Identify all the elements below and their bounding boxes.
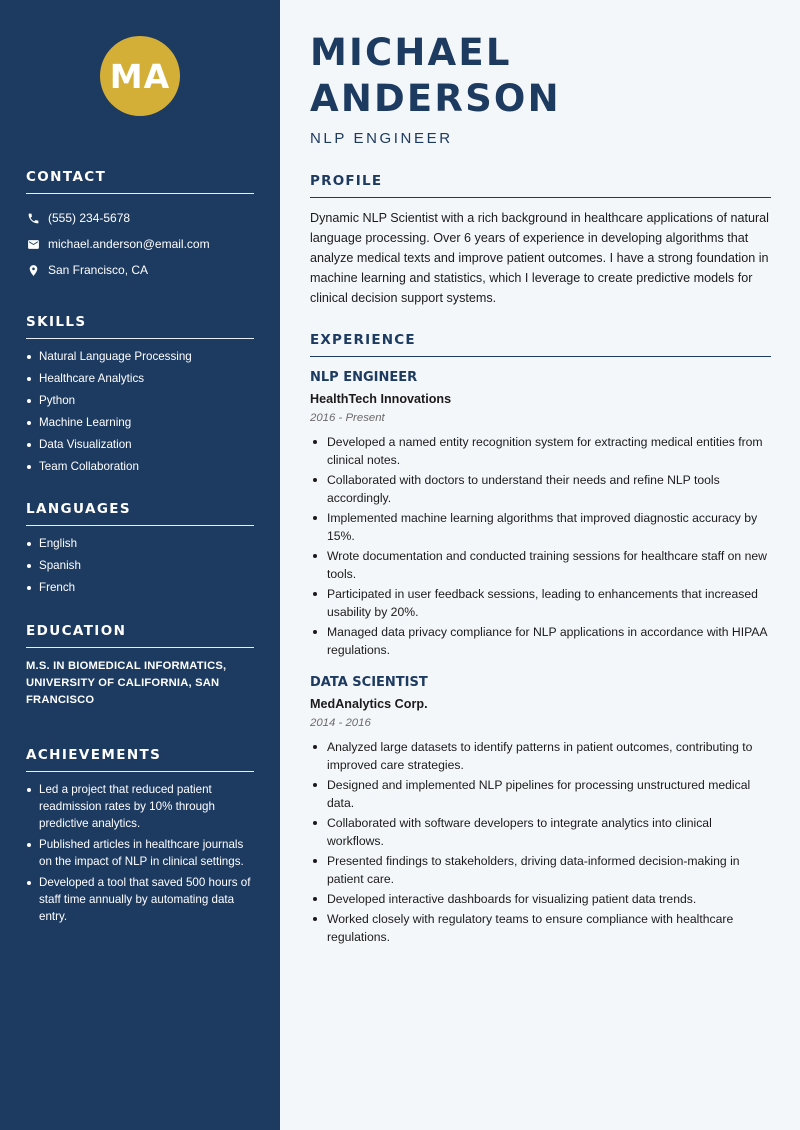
phone-icon	[26, 211, 40, 225]
job-bullet: Analyzed large datasets to identify patterns in patient outcomes, contributing to improved care strategies.	[310, 738, 771, 774]
languages-list	[26, 535, 254, 596]
contact-heading: CONTACT	[26, 169, 254, 194]
job-entry	[310, 675, 771, 946]
language-item: English	[26, 535, 254, 552]
job-bullet: Managed data privacy compliance for NLP applications in accordance with HIPAA regulations.	[310, 623, 771, 659]
skill-item: Machine Learning	[26, 414, 254, 431]
skill-item: Team Collaboration	[26, 458, 254, 475]
job-entry	[310, 370, 771, 659]
profile-section	[310, 173, 771, 308]
job-bullets	[310, 738, 771, 946]
languages-section	[26, 501, 254, 596]
job-bullet: Developed interactive dashboards for visualizing patient data trends.	[310, 890, 771, 908]
job-dates: 2014 - 2016	[310, 717, 371, 729]
language-item: French	[26, 579, 254, 596]
job-title: DATA SCIENTIST	[310, 675, 428, 690]
job-bullet: Collaborated with software developers to integrate analytics into clinical workflows.	[310, 814, 771, 850]
job-bullet: Implemented machine learning algorithms that improved diagnostic accuracy by 15%.	[310, 509, 771, 545]
job-bullet: Wrote documentation and conducted training sessions for healthcare staff on new tools.	[310, 547, 771, 583]
contact-location	[26, 257, 254, 283]
skills-section	[26, 314, 254, 475]
skills-list	[26, 348, 254, 475]
language-item: Spanish	[26, 557, 254, 574]
job-dates: 2016 - Present	[310, 412, 385, 424]
achievement-item: Published articles in healthcare journals on the impact of NLP in clinical settings.	[26, 836, 254, 870]
contact-phone-text: (555) 234-5678	[48, 211, 131, 225]
achievements-heading: ACHIEVEMENTS	[26, 747, 254, 772]
skills-heading: SKILLS	[26, 314, 254, 339]
experience-heading: EXPERIENCE	[310, 332, 771, 357]
mail-icon	[26, 237, 40, 251]
education-degree: M.S. IN BIOMEDICAL INFORMATICS, UNIVERSITY OF CALIFORNIA, SAN FRANCISCO	[26, 660, 227, 706]
job-bullet: Collaborated with doctors to understand their needs and refine NLP tools accordingly.	[310, 471, 771, 507]
education-section	[26, 623, 254, 709]
avatar-initials: MA	[109, 56, 171, 96]
languages-heading: LANGUAGES	[26, 501, 254, 526]
candidate-name: MICHAEL ANDERSON	[310, 31, 561, 120]
job-bullet: Presented findings to stakeholders, driving data-informed decision-making in patient care.	[310, 852, 771, 888]
job-bullet: Participated in user feedback sessions, leading to enhancements that increased usability by 20%.	[310, 585, 771, 621]
sidebar	[0, 0, 280, 1130]
contact-location-text: San Francisco, CA	[48, 263, 149, 277]
job-title: NLP ENGINEER	[310, 370, 418, 385]
candidate-role: NLP ENGINEER	[310, 130, 453, 147]
contact-email	[26, 231, 254, 257]
job-bullets	[310, 433, 771, 659]
profile-heading: PROFILE	[310, 173, 771, 198]
achievements-list	[26, 781, 254, 925]
skill-item: Healthcare Analytics	[26, 370, 254, 387]
job-bullet: Worked closely with regulatory teams to ensure compliance with healthcare regulations.	[310, 910, 771, 946]
achievement-item: Developed a tool that saved 500 hours of staff time annually by automating data entry.	[26, 874, 254, 925]
job-company: HealthTech Innovations	[310, 392, 452, 406]
contact-phone	[26, 205, 254, 231]
location-pin-icon	[26, 263, 40, 277]
avatar	[100, 36, 180, 116]
job-bullet: Designed and implemented NLP pipelines for processing unstructured medical data.	[310, 776, 771, 812]
contact-list	[26, 205, 254, 283]
main-content	[280, 0, 800, 1130]
achievements-section	[26, 747, 254, 925]
experience-section	[310, 332, 771, 946]
contact-section	[26, 169, 254, 283]
achievement-item: Led a project that reduced patient readmission rates by 10% through predictive analytics.	[26, 781, 254, 832]
job-bullet: Developed a named entity recognition system for extracting medical entities from clinical notes.	[310, 433, 771, 469]
profile-text: Dynamic NLP Scientist with a rich background in healthcare applications of natural language processing. Over 6 years of experience in developing algorithms that analyze medical texts and improve patient outcomes. I have a strong foundation in machine learning and statistics, which I leverage to create predictive models for clinical decision support systems.	[310, 211, 769, 305]
skill-item: Natural Language Processing	[26, 348, 254, 365]
education-heading: EDUCATION	[26, 623, 254, 648]
skill-item: Python	[26, 392, 254, 409]
contact-email-text: michael.anderson@email.com	[48, 237, 210, 251]
skill-item: Data Visualization	[26, 436, 254, 453]
job-company: MedAnalytics Corp.	[310, 697, 428, 711]
